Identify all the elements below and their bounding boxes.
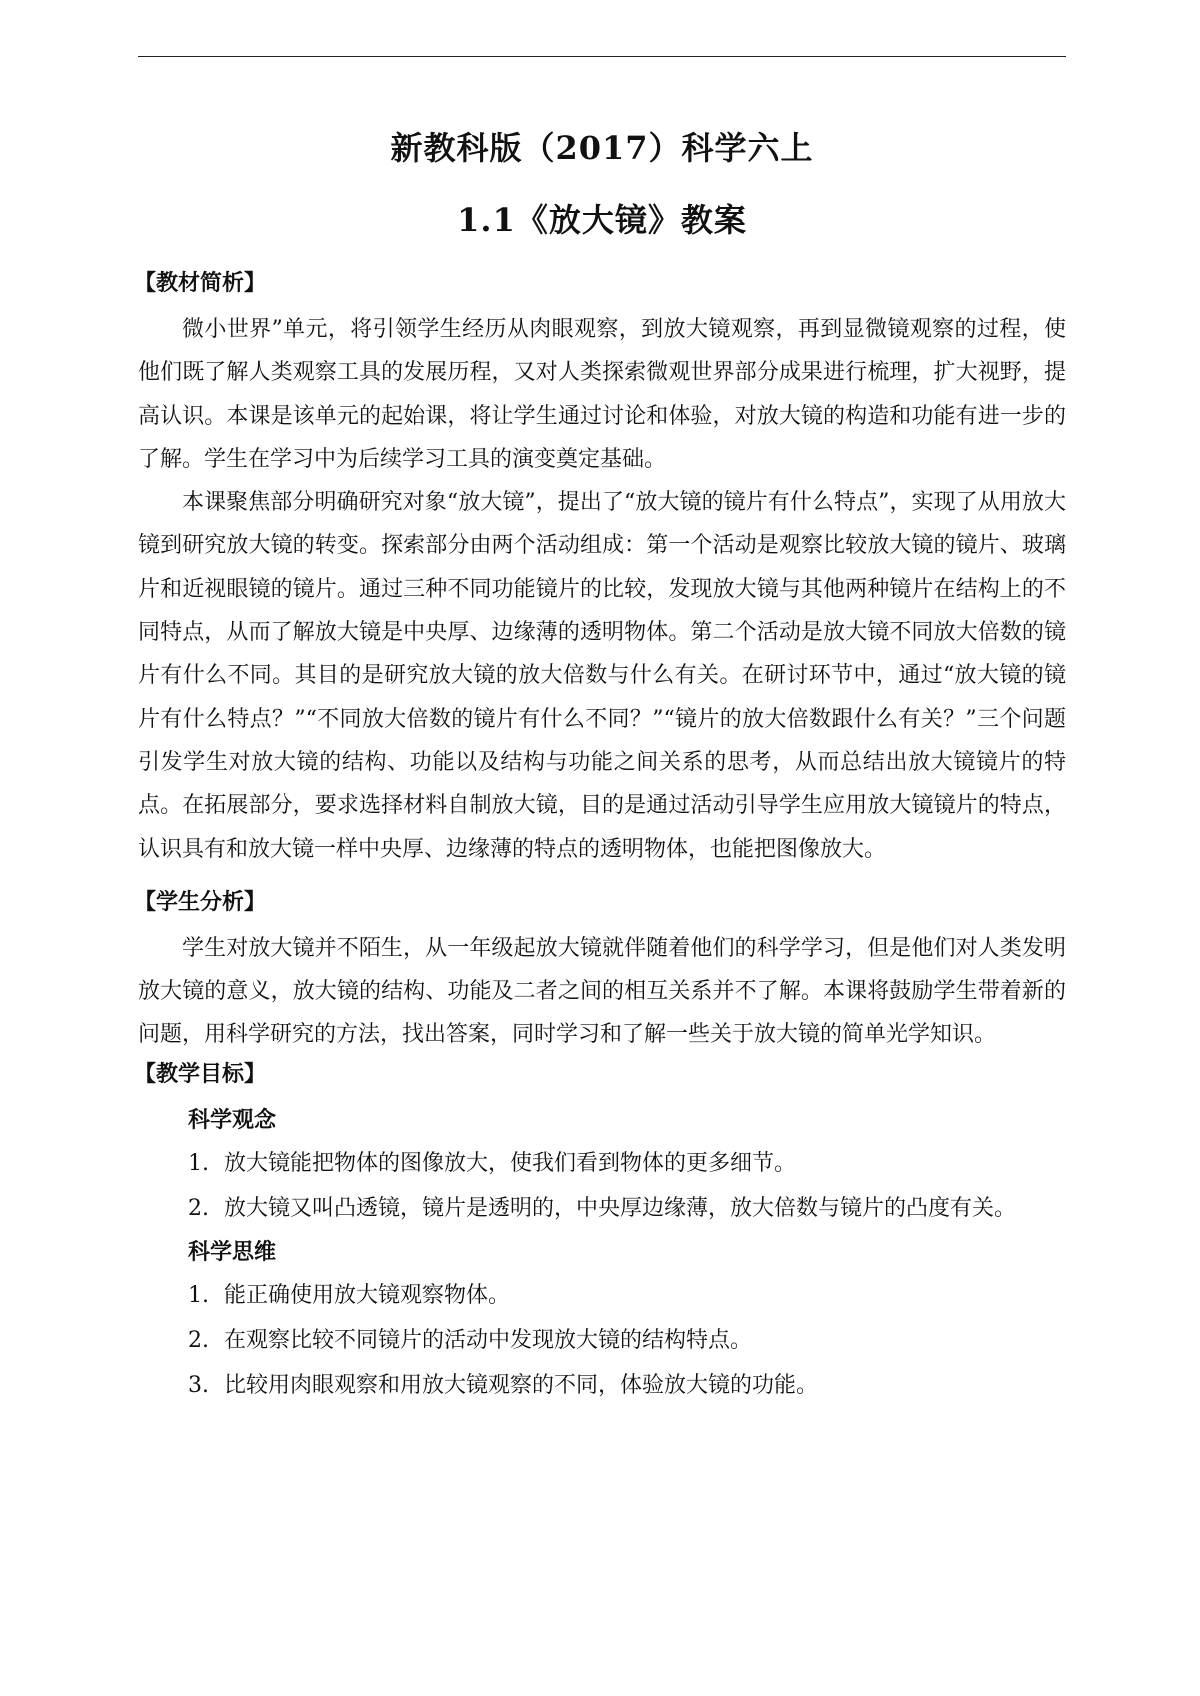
list-item xyxy=(188,1186,1066,1231)
subsection-heading: 科学观念 xyxy=(188,1106,277,1133)
section-heading: 【学生分析】 xyxy=(134,888,267,915)
subsection-heading: 科学思维 xyxy=(188,1238,277,1265)
paragraph: 本课聚焦部分明确研究对象“放大镜”，提出了“放大镜的镜片有什么特点”，实现了从用放大镜到研究放大镜的转变。探索部分由两个活动组成：第一个活动是观察比较放大镜的镜片、玻璃片和近视眼镜的镜片。通过三种不同功能镜片的比较，发现放大镜与其他两种镜片在结构上的不同特点，从而了解放大镜是中央厚、边缘薄的透明物体。第二个活动是放大镜不同放大倍数的镜片有什么不同。其目的是研究放大镜的放大倍数与什么有关。在研讨环节中，通过“放大镜的镜片有什么特点？”“不同放大倍数的镜片有什么不同？”“镜片的放大倍数跟什么有关？”三个问题引发学生对放大镜的结构、功能以及结构与功能之间关系的思考，从而总结出放大镜镜片的特点。在拓展部分，要求选择材料自制放大镜，目的是通过活动引导学生应用放大镜镜片的特点，认识具有和放大镜一样中央厚、边缘薄的特点的透明物体，也能把图像放大。 xyxy=(138,490,1066,862)
list-item-number: 3. xyxy=(188,1372,209,1398)
section-student-analysis xyxy=(134,885,1066,1057)
document-body xyxy=(134,266,1066,1408)
list-item-text: 放大镜又叫凸透镜，镜片是透明的，中央厚边缘薄，放大倍数与镜片的凸度有关。 xyxy=(224,1195,1017,1221)
header-divider xyxy=(138,56,1066,57)
section-textbook-analysis xyxy=(134,266,1066,871)
section-heading: 【教材简析】 xyxy=(134,270,267,296)
list-item-text: 能正确使用放大镜观察物体。 xyxy=(224,1282,511,1308)
paragraph: 微小世界”单元，将引领学生经历从肉眼观察，到放大镜观察，再到显微镜观察的过程，使他们既了解人类观察工具的发展历程，又对人类探索微观世界部分成果进行梳理，扩大视野，提高认识。本课是该单元的起始课，将让学生通过讨论和体验，对放大镜的构造和功能有进一步的了解。学生在学习中为后续学习工具的演变奠定基础。 xyxy=(138,317,1066,472)
list-item-text: 比较用肉眼观察和用放大镜观察的不同，体验放大镜的功能。 xyxy=(224,1372,819,1398)
list-item xyxy=(188,1273,1066,1318)
paragraph: 学生对放大镜并不陌生，从一年级起放大镜就伴随着他们的科学学习，但是他们对人类发明放大镜的意义，放大镜的结构、功能及二者之间的相互关系并不了解。本课将鼓励学生带着新的问题，用科学研究的方法，找出答案，同时学习和了解一些关于放大镜的简单光学知识。 xyxy=(138,935,1066,1048)
list-item-text: 在观察比较不同镜片的活动中发现放大镜的结构特点。 xyxy=(224,1327,753,1353)
list-item xyxy=(188,1363,1066,1408)
list-item-number: 2. xyxy=(188,1327,209,1353)
section-heading: 【教学目标】 xyxy=(134,1060,267,1087)
list-item-number: 1. xyxy=(188,1150,209,1176)
document-title: 新教科版（2017）科学六上 xyxy=(390,129,814,167)
list-item-number: 1. xyxy=(188,1282,209,1308)
list-item-number: 2. xyxy=(188,1195,209,1221)
document-subtitle: 1.1《放大镜》教案 xyxy=(457,201,747,239)
list-item xyxy=(188,1141,1066,1186)
list-item xyxy=(188,1318,1066,1363)
section-teaching-goals xyxy=(134,1057,1066,1408)
subsection-science-concepts xyxy=(138,1099,1066,1231)
list-item-text: 放大镜能把物体的图像放大，使我们看到物体的更多细节。 xyxy=(224,1150,797,1176)
subsection-science-thinking xyxy=(138,1231,1066,1408)
